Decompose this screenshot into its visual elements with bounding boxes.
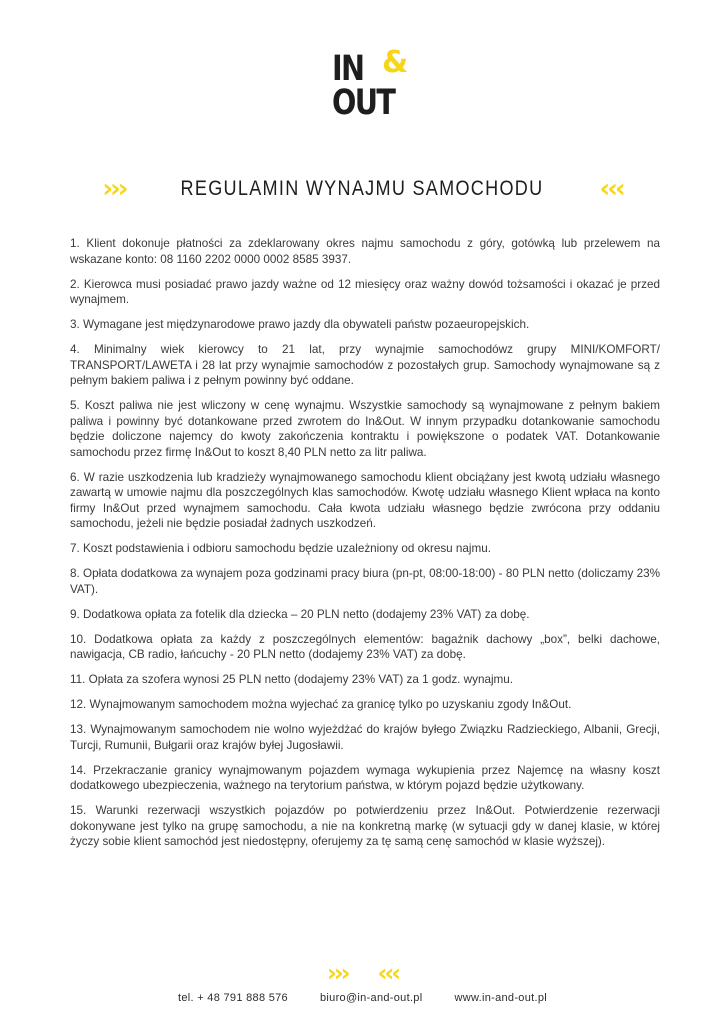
rule-item: 8. Opłata dodatkowa za wynajem poza godzinami pracy biura (pn-pt, 08:00-18:00) - 80 PLN netto (doliczamy 23% VAT). xyxy=(70,567,660,596)
logo-in-text: IN xyxy=(332,49,364,89)
rule-item: 4. Minimalny wiek kierowcy to 21 lat, przy wynajmie samochodówz grupy MINI/KOMFORT/ TRANSPORT/LAWETA i 28 lat przy wynajmie samochodów z pozostałych grup. Samochody wynajmowane są z pełnym bakiem paliwa i z pełnym powinny być oddane. xyxy=(70,343,660,387)
rule-item: 14. Przekraczanie granicy wynajmowanym pojazdem wymaga wykupienia przez Najemcę na własny koszt dodatkowego ubezpieczenia, ważnego na terytorium państwa, w którym pojazd będzie użytkowany. xyxy=(70,763,660,792)
rule-item: 3. Wymagane jest międzynarodowe prawo jazdy dla obywateli państw pozaeuropejskich. xyxy=(70,318,530,331)
rule-item: 5. Koszt paliwa nie jest wliczony w cenę wynajmu. Wszystkie samochody są wynajmowane z pełnym bakiem paliwa i powinny być dotankowane przed zwrotem do In&Out. W innym przypadku dotankowanie samochodu będzie doliczone najemcy do kwoty zakończenia kontraktu i powiększone o podatek VAT. Dotankowanie samochodu przez firmę In&Out to koszt 8,40 PLN netto za litr paliwa. xyxy=(70,399,660,459)
rule-item: 12. Wynajmowanym samochodem można wyjechać za granicę tylko po uzyskaniu zgody In&Out. xyxy=(70,698,572,711)
rule-item: 6. W razie uszkodzenia lub kradzieży wynajmowanego samochodu klient obciążany jest kwotą udziału własnego zawartą w umowie najmu dla poszczególnych klas samochodów. Kwotę udziału własnego Klient wpłaca na konto firmy In&Out przed wynajmem samochodu. Cała kwota udziału własnego będzie zwrócona przy oddaniu samochodu, jeżeli nie będzie posiadał żadnych uszkodzeń. xyxy=(70,470,660,530)
rule-item: 9. Dodatkowa opłata za fotelik dla dziecka – 20 PLN netto (dodajemy 23% VAT) za dobę. xyxy=(70,607,530,621)
rule-item: 15. Warunki rezerwacji wszystkich pojazdów po potwierdzeniu przez In&Out. Potwierdzenie rezerwacji dokonywane jest tylko na grupę samochodu, a nie na konkretną markę (w sytuacji gdy w danej klasie, w której życzy sobie klient samochód jest niedostępny, oferujemy za tę samą cenę samochód w klasie wyższej). xyxy=(70,804,660,848)
rule-item: 7. Koszt podstawienia i odbioru samochodu będzie uzależniony od okresu najmu. xyxy=(70,542,492,555)
title-row xyxy=(0,172,725,206)
logo-ampersand: & xyxy=(382,45,409,80)
rule-item: 11. Opłata za szofera wynosi 25 PLN netto (dodajemy 23% VAT) za 1 godz. wynajmu. xyxy=(70,673,514,686)
chevrons-right-icon: ››› xyxy=(102,174,126,204)
logo xyxy=(330,44,410,126)
logo-out-text: OUT xyxy=(332,83,395,123)
footer-phone: tel. + 48 791 888 576 xyxy=(178,992,288,1004)
rule-item: 10. Dodatkowa opłata za każdy z poszczególnych elementów: bagażnik dachowy „box”, belki dachowe, nawigacja, CB radio, łańcuchy - 20 PLN netto (dodajemy 23% VAT) za dobę. xyxy=(70,632,660,661)
bottom-decoration xyxy=(0,956,725,986)
page-title: REGULAMIN WYNAJMU SAMOCHODU xyxy=(181,177,544,200)
chevrons-left-icon: ‹‹‹ xyxy=(377,959,399,987)
footer-website[interactable]: www.in-and-out.pl xyxy=(454,992,547,1004)
chevrons-left-icon: ‹‹‹ xyxy=(599,174,623,204)
chevrons-right-icon: ››› xyxy=(326,959,348,987)
footer-email[interactable]: biuro@in-and-out.pl xyxy=(319,992,423,1004)
rules-list xyxy=(70,236,660,859)
rule-item: 2. Kierowca musi posiadać prawo jazdy ważne od 12 miesięcy oraz ważny dowód tożsamości i okazać je przed wynajmem. xyxy=(70,277,660,306)
footer xyxy=(0,992,725,1004)
rule-item: 13. Wynajmowanym samochodem nie wolno wyjeżdżać do krajów byłego Związku Radzieckiego, Albanii, Grecji, Turcji, Rumunii, Bułgarii oraz krajów byłej Jugosławii. xyxy=(70,723,660,752)
rule-item: 1. Klient dokonuje płatności za zdeklarowany okres najmu samochodu z góry, gotówką lub przelewem na wskazane konto: 08 1160 2202 0000 0002 8585 3937. xyxy=(70,237,660,266)
